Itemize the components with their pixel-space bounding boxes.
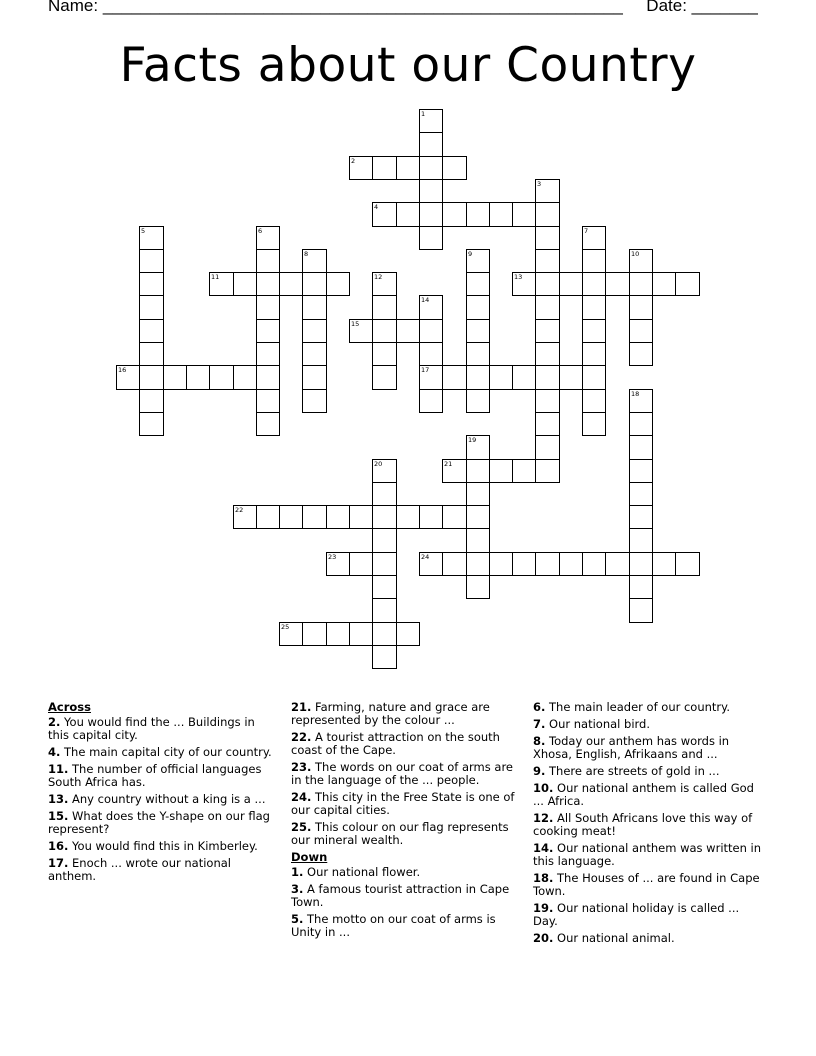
grid-cell[interactable] bbox=[535, 412, 560, 436]
clue-number-label: 6. bbox=[533, 700, 546, 714]
grid-cell[interactable] bbox=[466, 295, 490, 320]
grid-cell[interactable] bbox=[466, 249, 490, 273]
grid-cell[interactable] bbox=[233, 505, 257, 529]
grid-cell[interactable] bbox=[419, 342, 443, 366]
clue-number-label: 19. bbox=[533, 901, 554, 915]
grid-cell[interactable] bbox=[209, 272, 234, 296]
grid-cell[interactable] bbox=[139, 389, 164, 413]
grid-cell[interactable] bbox=[466, 342, 490, 366]
clue-text: Our national bird. bbox=[545, 717, 650, 731]
grid-cell[interactable] bbox=[652, 272, 676, 296]
clue-number-label: 2. bbox=[48, 715, 61, 729]
grid-cell[interactable] bbox=[466, 319, 490, 343]
clue-across-24 bbox=[291, 791, 525, 817]
grid-cell[interactable] bbox=[396, 622, 420, 646]
clue-text: You would find this in Kimberley. bbox=[68, 839, 258, 853]
grid-cell[interactable] bbox=[535, 272, 560, 296]
grid-cell[interactable] bbox=[629, 389, 653, 413]
grid-cell[interactable] bbox=[535, 295, 560, 320]
clue-text: Our national anthem was written in this language. bbox=[533, 841, 762, 868]
clue-number-label: 4. bbox=[48, 745, 61, 759]
clue-down-3 bbox=[291, 883, 525, 909]
clue-text: There are streets of gold in ... bbox=[545, 764, 720, 778]
grid-cell[interactable] bbox=[582, 552, 606, 576]
clue-text: This colour on our flag represents our mineral wealth. bbox=[291, 820, 509, 847]
across-heading: Across bbox=[48, 700, 91, 714]
grid-cell[interactable] bbox=[396, 156, 420, 180]
clue-across-2 bbox=[48, 716, 274, 742]
clue-text: Our national animal. bbox=[553, 931, 675, 945]
clue-number: 19 bbox=[468, 436, 477, 444]
clue-text: The main leader of our country. bbox=[545, 700, 730, 714]
grid-cell[interactable] bbox=[116, 365, 140, 390]
grid-cell[interactable] bbox=[279, 272, 303, 296]
clue-number-label: 13. bbox=[48, 792, 69, 806]
grid-cell[interactable] bbox=[163, 365, 187, 390]
grid-cell[interactable] bbox=[256, 412, 280, 436]
grid-cell[interactable] bbox=[629, 272, 653, 296]
grid-cell[interactable] bbox=[372, 575, 397, 599]
clue-number: 11 bbox=[211, 273, 220, 281]
grid-cell[interactable] bbox=[256, 295, 280, 320]
grid-cell[interactable] bbox=[535, 179, 560, 203]
grid-cell[interactable] bbox=[372, 295, 397, 320]
grid-cell[interactable] bbox=[512, 365, 536, 390]
clue-number-label: 17. bbox=[48, 856, 69, 870]
grid-cell[interactable] bbox=[629, 482, 653, 506]
grid-cell[interactable] bbox=[466, 272, 490, 296]
grid-cell[interactable] bbox=[302, 342, 327, 366]
grid-cell[interactable] bbox=[302, 272, 327, 296]
grid-cell[interactable] bbox=[209, 365, 234, 390]
grid-cell[interactable] bbox=[372, 598, 397, 623]
grid-cell[interactable] bbox=[605, 272, 630, 296]
grid-cell[interactable] bbox=[605, 552, 630, 576]
clue-number-label: 9. bbox=[533, 764, 546, 778]
clue-number: 4 bbox=[374, 203, 379, 211]
clue-down-14 bbox=[533, 842, 765, 868]
clue-down-10 bbox=[533, 782, 765, 808]
grid-cell[interactable] bbox=[466, 202, 490, 227]
clue-number-label: 14. bbox=[533, 841, 554, 855]
grid-cell[interactable] bbox=[466, 505, 490, 529]
clue-text: Our national flower. bbox=[303, 865, 421, 879]
grid-cell[interactable] bbox=[419, 179, 443, 203]
grid-cell[interactable] bbox=[326, 505, 350, 529]
clue-across-15 bbox=[48, 810, 274, 836]
clue-number: 23 bbox=[328, 553, 337, 561]
grid-cell[interactable] bbox=[489, 365, 513, 390]
grid-cell[interactable] bbox=[629, 528, 653, 553]
grid-cell[interactable] bbox=[302, 389, 327, 413]
clue-number-label: 5. bbox=[291, 912, 304, 926]
clue-number: 9 bbox=[468, 250, 473, 258]
grid-cell[interactable] bbox=[629, 319, 653, 343]
grid-cell[interactable] bbox=[582, 249, 606, 273]
clue-down-5 bbox=[291, 913, 525, 939]
grid-cell[interactable] bbox=[372, 552, 397, 576]
grid-cell[interactable] bbox=[629, 435, 653, 460]
grid-cell[interactable] bbox=[535, 249, 560, 273]
grid-cell[interactable] bbox=[349, 552, 373, 576]
grid-cell[interactable] bbox=[372, 156, 397, 180]
clue-down-19 bbox=[533, 902, 765, 928]
clue-number-label: 1. bbox=[291, 865, 304, 879]
grid-cell[interactable] bbox=[302, 505, 327, 529]
clue-number-label: 21. bbox=[291, 700, 312, 714]
grid-cell[interactable] bbox=[535, 435, 560, 460]
grid-cell[interactable] bbox=[559, 272, 583, 296]
clue-number: 8 bbox=[304, 250, 309, 258]
grid-cell[interactable] bbox=[256, 342, 280, 366]
grid-cell[interactable] bbox=[139, 319, 164, 343]
grid-cell[interactable] bbox=[512, 272, 536, 296]
grid-cell[interactable] bbox=[442, 505, 467, 529]
down-heading: Down bbox=[291, 850, 328, 864]
grid-cell[interactable] bbox=[326, 552, 350, 576]
grid-cell[interactable] bbox=[582, 319, 606, 343]
clue-number-label: 18. bbox=[533, 871, 554, 885]
clue-number: 17 bbox=[421, 366, 430, 374]
grid-cell[interactable] bbox=[675, 552, 700, 576]
grid-cell[interactable] bbox=[582, 412, 606, 436]
grid-cell[interactable] bbox=[326, 272, 350, 296]
grid-cell[interactable] bbox=[419, 226, 443, 250]
grid-cell[interactable] bbox=[372, 319, 397, 343]
clue-number-label: 3. bbox=[291, 882, 304, 896]
clue-text: The Houses of ... are found in Cape Town. bbox=[533, 871, 760, 898]
clue-column-1 bbox=[48, 701, 274, 887]
grid-cell[interactable] bbox=[582, 342, 606, 366]
grid-cell[interactable] bbox=[652, 552, 676, 576]
clue-across-23 bbox=[291, 761, 525, 787]
clue-down-8 bbox=[533, 735, 765, 761]
clue-text: The words on our coat of arms are in the language of the ... people. bbox=[291, 760, 514, 787]
grid-cell[interactable] bbox=[442, 459, 467, 483]
clue-number-label: 23. bbox=[291, 760, 312, 774]
grid-cell[interactable] bbox=[535, 342, 560, 366]
clue-text: Today our anthem has words in Xhosa, English, Afrikaans and ... bbox=[533, 734, 730, 761]
clue-number-label: 8. bbox=[533, 734, 546, 748]
page-title: Facts about our Country bbox=[119, 38, 697, 93]
grid-cell[interactable] bbox=[466, 435, 490, 460]
clue-number-label: 7. bbox=[533, 717, 546, 731]
grid-cell[interactable] bbox=[279, 622, 303, 646]
grid-cell[interactable] bbox=[139, 226, 164, 250]
grid-cell[interactable] bbox=[535, 459, 560, 483]
grid-cell[interactable] bbox=[442, 202, 467, 227]
grid-cell[interactable] bbox=[302, 365, 327, 390]
grid-cell[interactable] bbox=[419, 505, 443, 529]
clue-number: 16 bbox=[118, 366, 127, 374]
grid-cell[interactable] bbox=[442, 365, 467, 390]
grid-cell[interactable] bbox=[629, 342, 653, 366]
grid-cell[interactable] bbox=[466, 365, 490, 390]
clue-number-label: 11. bbox=[48, 762, 69, 776]
grid-cell[interactable] bbox=[233, 272, 257, 296]
clue-text: A tourist attraction on the south coast of the Cape. bbox=[291, 730, 500, 757]
grid-cell[interactable] bbox=[512, 459, 536, 483]
grid-cell[interactable] bbox=[629, 598, 653, 623]
grid-cell[interactable] bbox=[139, 249, 164, 273]
grid-cell[interactable] bbox=[466, 482, 490, 506]
grid-cell[interactable] bbox=[442, 552, 467, 576]
clue-across-22 bbox=[291, 731, 525, 757]
clue-text: Farming, nature and grace are represented by the colour ... bbox=[291, 700, 490, 727]
grid-cell[interactable] bbox=[372, 645, 397, 669]
grid-cell[interactable] bbox=[489, 202, 513, 227]
clue-number-label: 22. bbox=[291, 730, 312, 744]
grid-cell[interactable] bbox=[535, 552, 560, 576]
clue-down-1 bbox=[291, 866, 525, 879]
grid-cell[interactable] bbox=[256, 319, 280, 343]
clue-text: Enoch ... wrote our national anthem. bbox=[48, 856, 231, 883]
grid-cell[interactable] bbox=[466, 552, 490, 576]
clue-down-20 bbox=[533, 932, 765, 945]
grid-cell[interactable] bbox=[256, 226, 280, 250]
clue-text: A famous tourist attraction in Cape Town. bbox=[291, 882, 510, 909]
clue-number: 5 bbox=[141, 227, 146, 235]
grid-cell[interactable] bbox=[419, 156, 443, 180]
clue-text: Any country without a king is a ... bbox=[68, 792, 266, 806]
grid-cell[interactable] bbox=[419, 552, 443, 576]
grid-cell[interactable] bbox=[489, 459, 513, 483]
grid-cell[interactable] bbox=[489, 552, 513, 576]
clue-number: 12 bbox=[374, 273, 383, 281]
clue-number: 6 bbox=[258, 227, 263, 235]
grid-cell[interactable] bbox=[349, 156, 373, 180]
grid-cell[interactable] bbox=[396, 319, 420, 343]
grid-cell[interactable] bbox=[675, 272, 700, 296]
name-blank[interactable]: _______________________________________________________ bbox=[102, 0, 623, 15]
clue-column-2 bbox=[291, 701, 525, 943]
grid-cell[interactable] bbox=[302, 249, 327, 273]
clue-text: What does the Y-shape on our flag represent? bbox=[48, 809, 270, 836]
grid-cell[interactable] bbox=[186, 365, 210, 390]
grid-cell[interactable] bbox=[419, 132, 443, 157]
clue-across-21 bbox=[291, 701, 525, 727]
grid-cell[interactable] bbox=[582, 272, 606, 296]
grid-cell[interactable] bbox=[466, 575, 490, 599]
grid-cell[interactable] bbox=[139, 295, 164, 320]
grid-cell[interactable] bbox=[139, 365, 164, 390]
grid-cell[interactable] bbox=[372, 505, 397, 529]
grid-cell[interactable] bbox=[629, 505, 653, 529]
clue-number-label: 25. bbox=[291, 820, 312, 834]
clue-down-6 bbox=[533, 701, 765, 714]
clue-number: 14 bbox=[421, 296, 430, 304]
grid-cell[interactable] bbox=[466, 389, 490, 413]
grid-cell[interactable] bbox=[256, 249, 280, 273]
grid-cell[interactable] bbox=[535, 202, 560, 227]
clue-number: 10 bbox=[631, 250, 640, 258]
grid-cell[interactable] bbox=[419, 295, 443, 320]
clue-text: The number of official languages South Africa has. bbox=[48, 762, 262, 789]
grid-cell[interactable] bbox=[419, 202, 443, 227]
grid-cell[interactable] bbox=[302, 622, 327, 646]
clue-number: 1 bbox=[421, 110, 426, 118]
grid-cell[interactable] bbox=[372, 622, 397, 646]
grid-cell[interactable] bbox=[419, 389, 443, 413]
clue-number: 13 bbox=[514, 273, 523, 281]
grid-cell[interactable] bbox=[582, 365, 606, 390]
clue-text: You would find the ... Buildings in this capital city. bbox=[48, 715, 255, 742]
clue-across-13 bbox=[48, 793, 274, 806]
clue-across-16 bbox=[48, 840, 274, 853]
grid-cell[interactable] bbox=[512, 552, 536, 576]
clue-number-label: 10. bbox=[533, 781, 554, 795]
clue-number-label: 24. bbox=[291, 790, 312, 804]
grid-cell[interactable] bbox=[629, 412, 653, 436]
grid-cell[interactable] bbox=[256, 389, 280, 413]
clue-text: Our national holiday is called ... Day. bbox=[533, 901, 740, 928]
clue-number: 7 bbox=[584, 227, 589, 235]
clue-down-12 bbox=[533, 812, 765, 838]
clue-text: The motto on our coat of arms is Unity in ... bbox=[291, 912, 496, 939]
grid-cell[interactable] bbox=[559, 552, 583, 576]
grid-cell[interactable] bbox=[279, 505, 303, 529]
grid-cell[interactable] bbox=[535, 319, 560, 343]
grid-cell[interactable] bbox=[372, 202, 397, 227]
grid-cell[interactable] bbox=[139, 272, 164, 296]
grid-cell[interactable] bbox=[302, 319, 327, 343]
clue-number: 18 bbox=[631, 390, 640, 398]
grid-cell[interactable] bbox=[372, 459, 397, 483]
clue-number: 22 bbox=[235, 506, 244, 514]
grid-cell[interactable] bbox=[419, 319, 443, 343]
grid-cell[interactable] bbox=[419, 109, 443, 133]
clue-number: 2 bbox=[351, 157, 356, 165]
clue-down-18 bbox=[533, 872, 765, 898]
clue-number-label: 20. bbox=[533, 931, 554, 945]
grid-cell[interactable] bbox=[349, 505, 373, 529]
grid-cell[interactable] bbox=[139, 342, 164, 366]
grid-cell[interactable] bbox=[256, 272, 280, 296]
grid-cell[interactable] bbox=[256, 505, 280, 529]
clue-across-11 bbox=[48, 763, 274, 789]
clue-number: 21 bbox=[444, 460, 453, 468]
clue-text: Our national anthem is called God ... Africa. bbox=[533, 781, 754, 808]
clue-number: 20 bbox=[374, 460, 383, 468]
grid-cell[interactable] bbox=[582, 295, 606, 320]
grid-cell[interactable] bbox=[396, 202, 420, 227]
grid-cell[interactable] bbox=[466, 528, 490, 553]
grid-cell[interactable] bbox=[349, 319, 373, 343]
clue-number: 25 bbox=[281, 623, 290, 631]
clue-across-25 bbox=[291, 821, 525, 847]
grid-cell[interactable] bbox=[582, 226, 606, 250]
grid-cell[interactable] bbox=[372, 365, 397, 390]
grid-cell[interactable] bbox=[629, 575, 653, 599]
grid-cell[interactable] bbox=[372, 272, 397, 296]
clue-text: All South Africans love this way of cooking meat! bbox=[533, 811, 753, 838]
clue-column-3 bbox=[533, 701, 765, 949]
grid-cell[interactable] bbox=[512, 202, 536, 227]
grid-cell[interactable] bbox=[419, 365, 443, 390]
date-blank[interactable]: _______ bbox=[691, 0, 758, 15]
grid-cell[interactable] bbox=[372, 482, 397, 506]
grid-cell[interactable] bbox=[396, 505, 420, 529]
clue-number-label: 12. bbox=[533, 811, 554, 825]
grid-cell[interactable] bbox=[629, 249, 653, 273]
clue-text: This city in the Free State is one of our capital cities. bbox=[291, 790, 515, 817]
grid-cell[interactable] bbox=[582, 389, 606, 413]
grid-cell[interactable] bbox=[349, 622, 373, 646]
clue-number: 24 bbox=[421, 553, 430, 561]
clue-down-7 bbox=[533, 718, 765, 731]
date-label: Date: bbox=[646, 0, 687, 15]
clue-number-label: 15. bbox=[48, 809, 69, 823]
grid-cell[interactable] bbox=[466, 459, 490, 483]
name-label: Name: bbox=[48, 0, 99, 15]
grid-cell[interactable] bbox=[535, 365, 560, 390]
grid-cell[interactable] bbox=[372, 342, 397, 366]
clue-number: 15 bbox=[351, 320, 360, 328]
grid-cell[interactable] bbox=[629, 295, 653, 320]
grid-cell[interactable] bbox=[535, 226, 560, 250]
clue-number-label: 16. bbox=[48, 839, 69, 853]
grid-cell[interactable] bbox=[233, 365, 257, 390]
grid-cell[interactable] bbox=[139, 412, 164, 436]
clue-text: The main capital city of our country. bbox=[60, 745, 272, 759]
clue-down-9 bbox=[533, 765, 765, 778]
clue-across-17 bbox=[48, 857, 274, 883]
grid-cell[interactable] bbox=[326, 622, 350, 646]
grid-cell[interactable] bbox=[256, 365, 280, 390]
grid-cell[interactable] bbox=[535, 389, 560, 413]
grid-cell[interactable] bbox=[372, 528, 397, 553]
grid-cell[interactable] bbox=[629, 552, 653, 576]
clue-across-4 bbox=[48, 746, 274, 759]
grid-cell[interactable] bbox=[302, 295, 327, 320]
grid-cell[interactable] bbox=[629, 459, 653, 483]
grid-cell[interactable] bbox=[442, 156, 467, 180]
clue-number: 3 bbox=[537, 180, 542, 188]
grid-cell[interactable] bbox=[559, 365, 583, 390]
